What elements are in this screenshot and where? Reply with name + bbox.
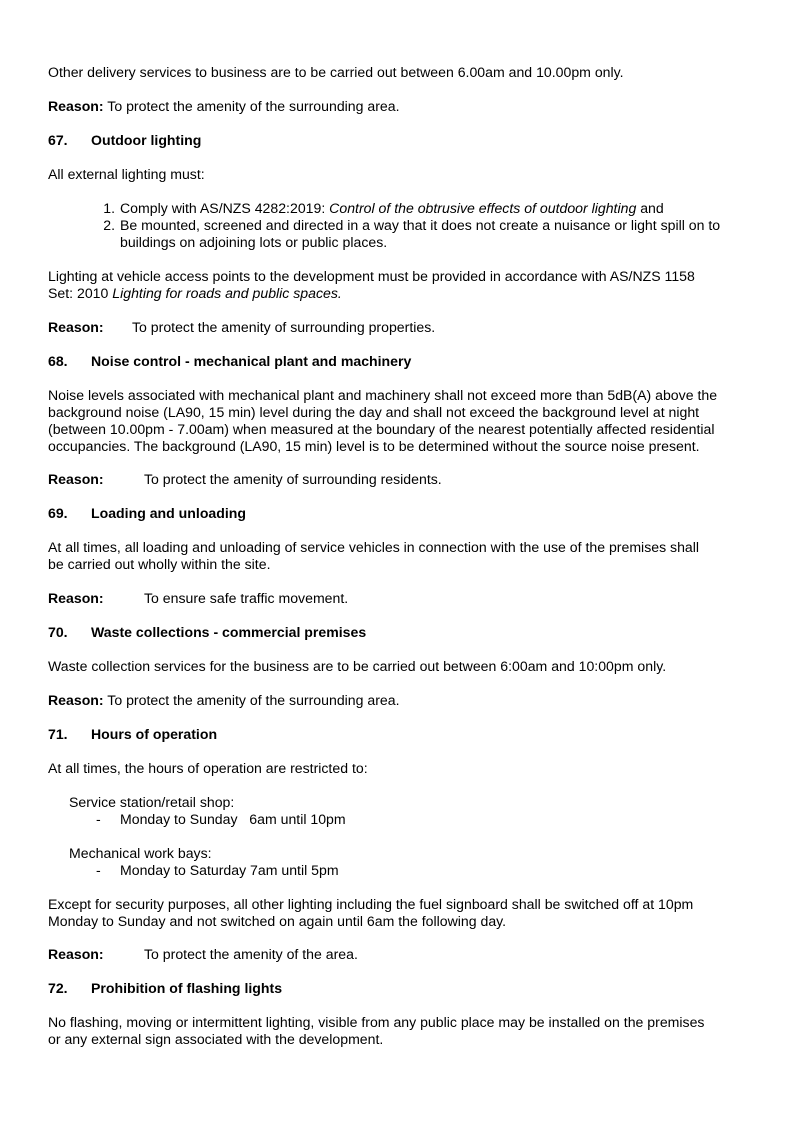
list-marker: 1. [103,200,115,216]
section-67-heading [48,132,753,149]
section-72-heading [48,980,753,997]
section-71-paragraph: Except for security purposes, all other lighting including the fuel signboard shall be switched off at 10pm Monday to Sunday and not switched on again until 6am the following day. [48,896,694,929]
list-item: - Monday to Sunday 6am until 10pm [96,811,346,827]
reason-label: Reason: [48,946,104,962]
section-69-reason [48,590,753,607]
section-70-reason [48,692,753,709]
reason-text: To protect the amenity of surrounding properties. [132,319,436,335]
section-title: Outdoor lighting [91,132,202,148]
section-71-heading [48,726,753,743]
section-69-paragraph: At all times, all loading and unloading of service vehicles in connection with the use of the premises shall be carried out wholly within the site. [48,539,700,572]
section-number: 69. [48,505,68,521]
section-68-paragraph: Noise levels associated with mechanical plant and machinery shall not exceed more than 5dB(A) above the background noise (LA90, 15 min) level during the day and shall not exceed the background level at night (between 10.00pm - 7.00am) when measured at the boundary of the nearest potentially affected residential occupancies. The background (LA90, 15 min) level is to be determined without the source noise present. [48,387,718,454]
reason-text: To protect the amenity of the surrounding area. [107,692,400,708]
section-68-reason [48,471,753,488]
section-71-lead: At all times, the hours of operation are restricted to: [48,760,368,776]
reason-label: Reason: [48,471,104,487]
reason-text: To protect the amenity of surrounding residents. [144,471,442,487]
section-71-reason [48,946,753,963]
section-69-heading [48,505,753,522]
list-marker: 2. [103,217,115,233]
intro-paragraph: Other delivery services to business are to be carried out between 6.00am and 10.00pm only. [48,64,624,80]
section-title: Noise control - mechanical plant and machinery [91,353,412,369]
reason-label: Reason: [48,98,104,114]
section-number: 71. [48,726,68,742]
hours-group-label: Mechanical work bays: [69,845,212,861]
section-70-paragraph: Waste collection services for the business are to be carried out between 6:00am and 10:00pm only. [48,658,667,674]
section-68-heading [48,353,753,370]
list-marker: - [96,811,101,827]
list-item: 1. Comply with AS/NZS 4282:2019: Control of the obtrusive effects of outdoor lighting and [120,200,760,217]
section-title: Loading and unloading [91,505,247,521]
section-67-paragraph: Lighting at vehicle access points to the development must be provided in accordance with AS/NZS 1158 Set: 2010 Lighting for roads and public spaces. [48,268,695,301]
section-72-paragraph: No flashing, moving or intermittent lighting, visible from any public place may be installed on the premises or any external sign associated with the development. [48,1014,705,1047]
reason-text: To protect the amenity of the surrounding area. [107,98,400,114]
section-number: 68. [48,353,68,369]
intro-reason [48,98,753,115]
list-item: 2. Be mounted, screened and directed in a way that it does not create a nuisance or light spill on to buildings on adjoining lots or public places. [120,217,760,251]
list-marker: - [96,862,101,878]
list-item: - Monday to Saturday 7am until 5pm [96,862,339,878]
section-67-lead: All external lighting must: [48,166,205,182]
reason-text: To protect the amenity of the area. [144,946,358,962]
hours-group-label: Service station/retail shop: [69,794,235,810]
section-title: Waste collections - commercial premises [91,624,367,640]
reason-label: Reason: [48,319,104,335]
section-title: Hours of operation [91,726,218,742]
section-number: 70. [48,624,68,640]
section-number: 72. [48,980,68,996]
reason-label: Reason: [48,692,104,708]
reason-label: Reason: [48,590,104,606]
section-number: 67. [48,132,68,148]
reason-text: To ensure safe traffic movement. [144,590,349,606]
section-title: Prohibition of flashing lights [91,980,283,996]
section-70-heading [48,624,753,641]
section-67-reason [48,319,753,336]
